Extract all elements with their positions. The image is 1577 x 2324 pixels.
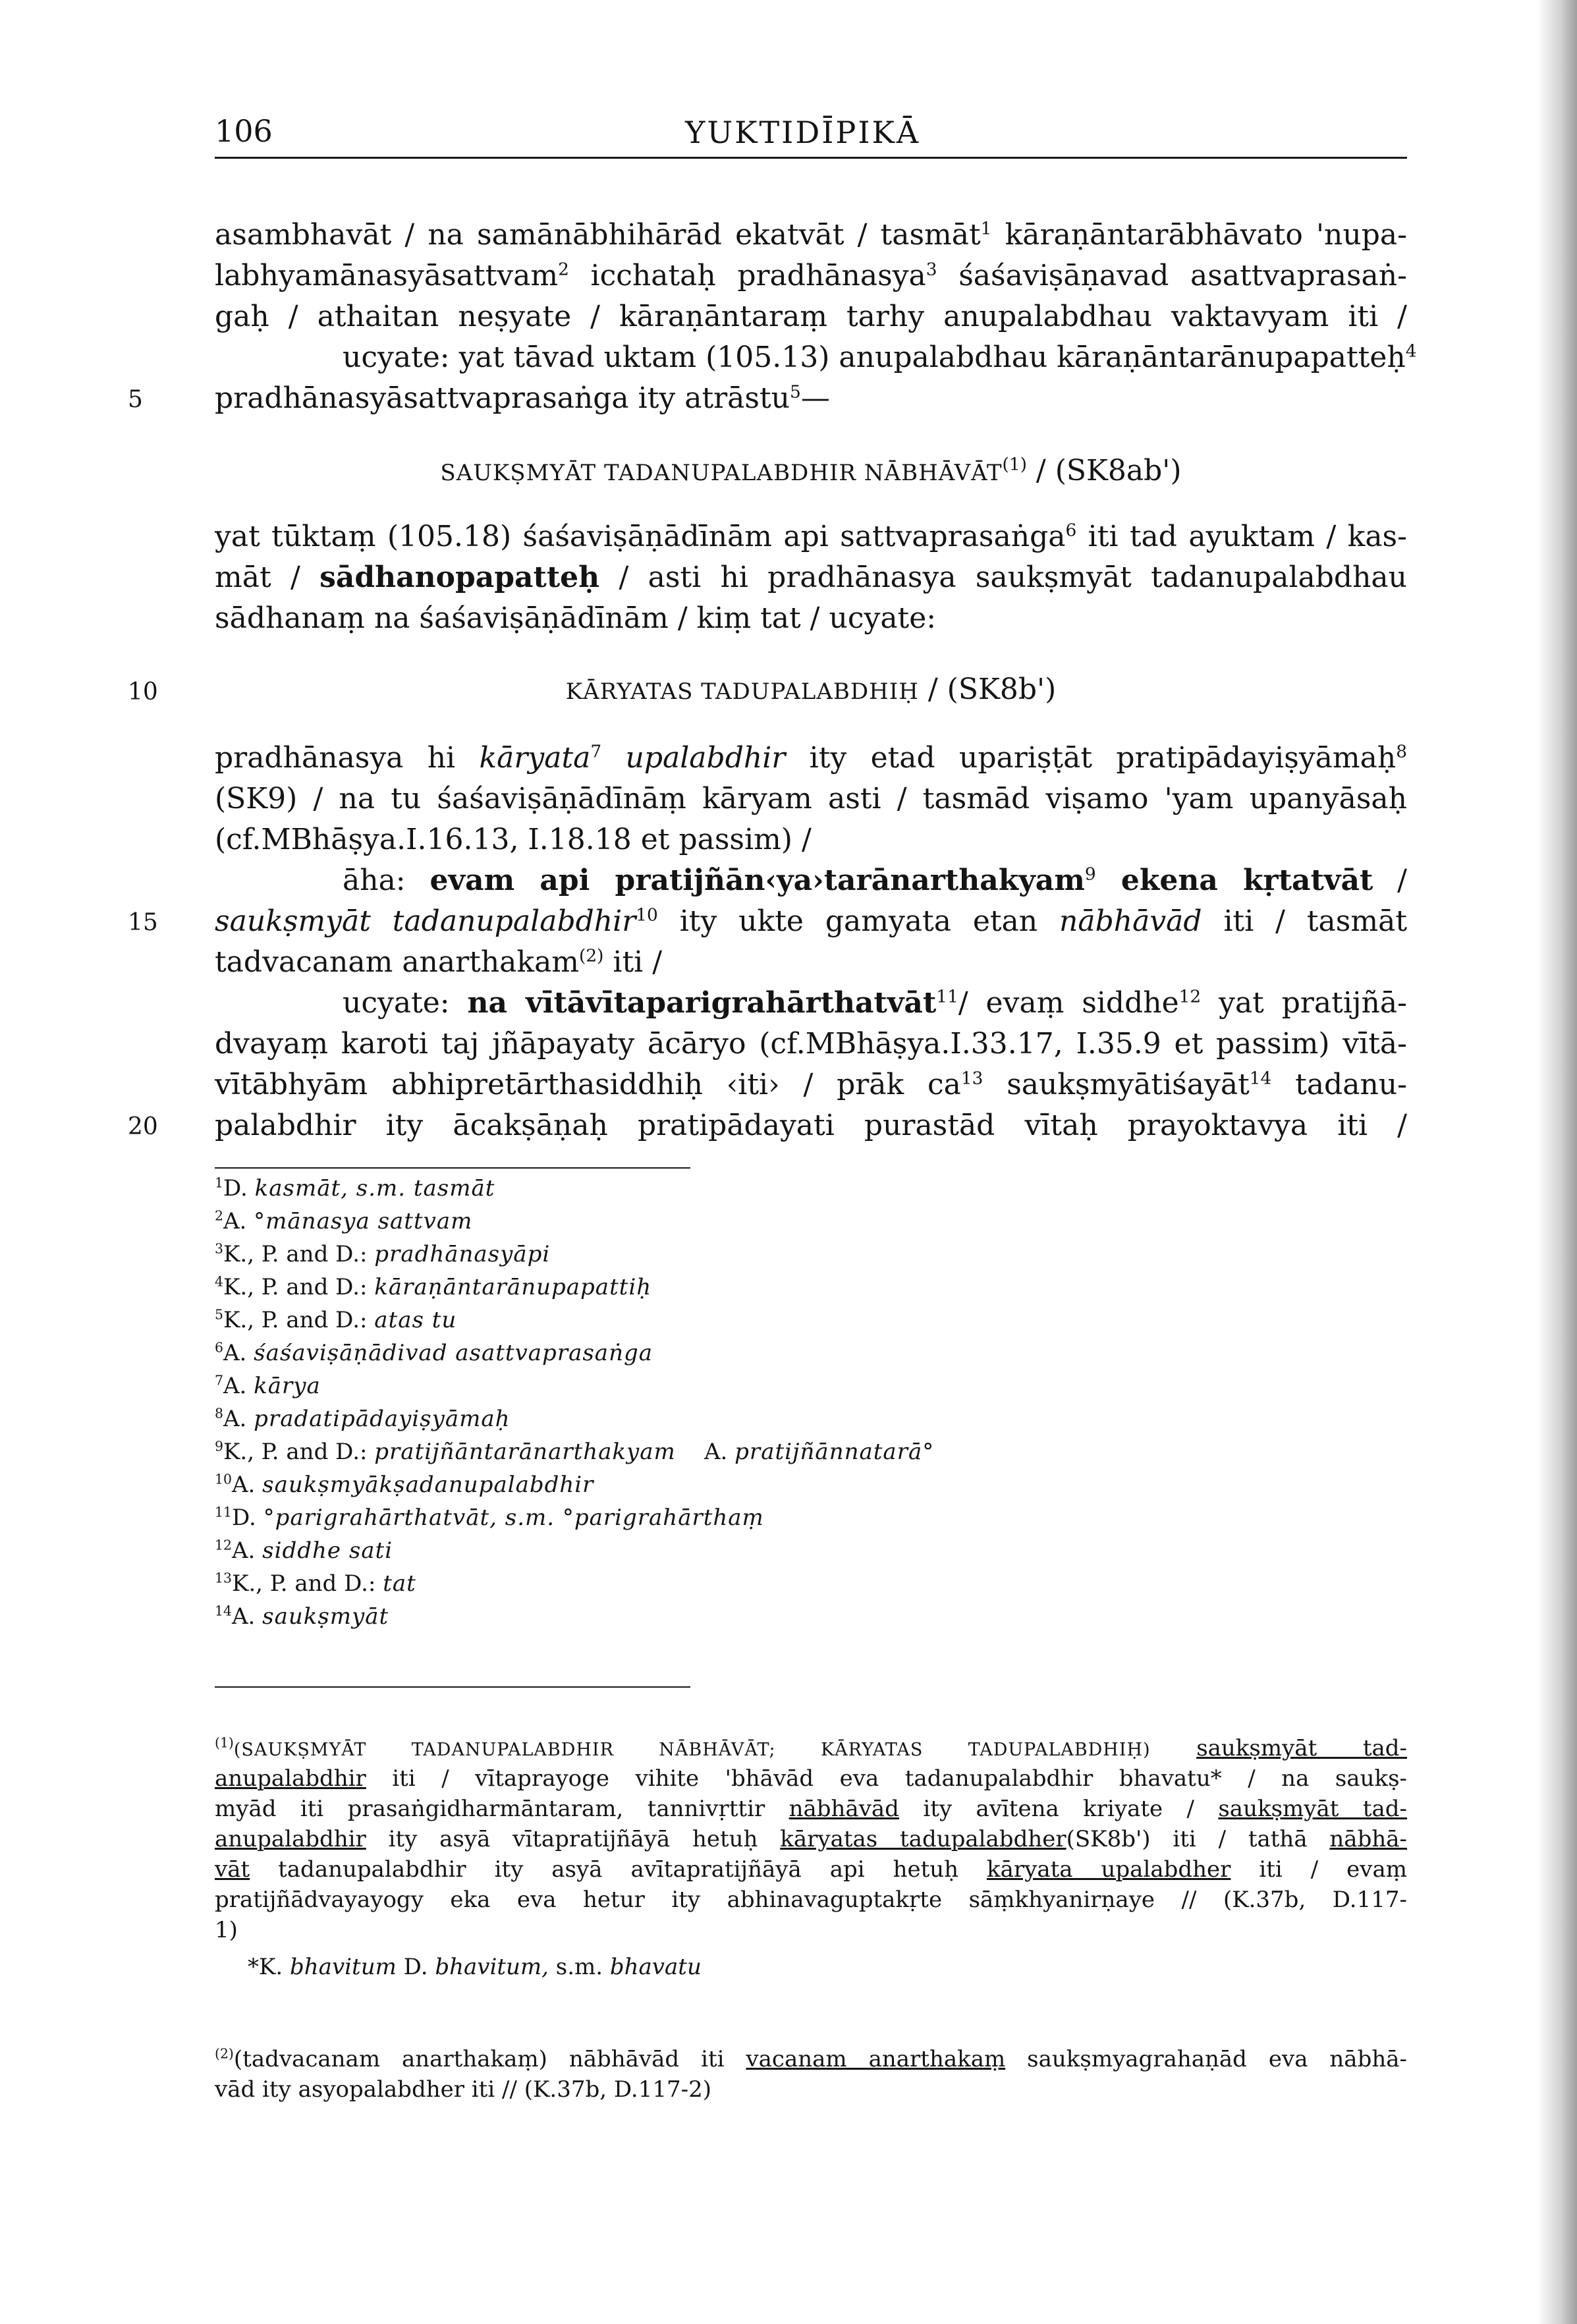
text-line: pradhānasya hi kāryata$^7$ upalabdhir ity etad upariṣṭāt pratipādayiṣyāmaḥ$^8$ xyxy=(215,741,1407,775)
text-line: palabdhir ity ācakṣāṇaḥ pratipādayati purastād vītaḥ prayoktavya iti / xyxy=(215,1109,1407,1142)
text-line: labhyamānasyāsattvam$^2$ icchataḥ pradhānasya$^3$ śaśaviṣāṇavad asattvaprasaṅ- xyxy=(215,259,1407,292)
footnote: $^{11}$D. °parigrahārthatvāt, s.m. °parigrahārthaṃ xyxy=(215,1504,764,1531)
text-line: tadvacanam anarthakam$^{(2)}$ iti / xyxy=(215,945,663,979)
text-line: asambhavāt / na samānābhihārād ekatvāt / tasmāt$^1$ kāraṇāntarābhāvato 'nupa- xyxy=(215,218,1407,252)
footnote: $^4$K., P. and D.: kāraṇāntarānupapattiḥ xyxy=(215,1273,652,1300)
footnote: $^7$A. kārya xyxy=(215,1372,321,1399)
footnote: $^6$A. śaśaviṣāṇādivad asattvaprasaṅga xyxy=(215,1339,653,1366)
note-line: pratijñādvayayogy eka eva hetur ity abhinavaguptakṛte sāṃkhyanirṇaye // (K.37b, D.117- xyxy=(215,1887,1407,1913)
text-line: sādhanaṃ na śaśaviṣāṇādīnām / kiṃ tat / ucyate: xyxy=(215,601,937,635)
text-line: vītābhyām abhipretārthasiddhiḥ ‹iti› / prāk $ca^{13}$ saukṣmyātiśayāt$^{14}$ tadanu- xyxy=(215,1068,1407,1101)
note-line: anupalabdhir iti / vītaprayoge vihite 'bhāvād eva tadanupalabdhir bhavatu* / na saukṣ- xyxy=(215,1765,1407,1792)
text-line: saukṣmyāt tadanupalabdhir$^{10}$ ity ukte gamyata etan nābhāvād iti / tasmāt xyxy=(215,904,1408,938)
footnote: $^{10}$A. saukṣmyākṣadanupalabdhir xyxy=(215,1471,594,1498)
footnote: $^{13}$K., P. and D.: tat xyxy=(215,1570,416,1597)
note-line: vāt tadanupalabdhir ity asyā avītapratijñāyā api hetuḥ kāryata upalabdher iti / evaṃ xyxy=(215,1856,1407,1883)
note-line: anupalabdhir ity asyā vītapratijñāyā hetuḥ kāryatas tadupalabdher(SK8b') iti / tathā nābhā- xyxy=(215,1826,1407,1852)
note-line: myād iti prasaṅgidharmāntaram, tannivṛttir nābhāvād ity avītena kriyate / saukṣmyāt tad- xyxy=(215,1796,1407,1822)
section-heading: KĀRYATAS TADUPALABDHIḤ / (SK8b') xyxy=(565,673,1057,706)
footnote: $^2$A. °mānasya sattvam xyxy=(215,1207,473,1234)
page-number: 106 xyxy=(215,113,273,149)
text-line: gaḥ / athaitan neṣyate / kāraṇāntaraṃ tarhy anupalabdhau vaktavyam iti / xyxy=(215,300,1407,333)
line-number: 5 xyxy=(128,386,143,413)
text-line: dvayaṃ karoti taj jñāpayaty ācāryo (cf.MBhāṣya.I.33.17, I.35.9 et passim) vītā- xyxy=(215,1027,1407,1061)
footnote: $^1$D. kasmāt, s.m. tasmāt xyxy=(215,1175,495,1202)
page-edge-shadow xyxy=(1537,0,1577,2324)
footnote: $^{14}$A. saukṣmyāt xyxy=(215,1603,389,1630)
line-number: 15 xyxy=(128,909,158,936)
footnote-rule xyxy=(215,1167,690,1169)
footnote: $^3$K., P. and D.: pradhānasyāpi xyxy=(215,1240,551,1267)
note-line: $^{(1)}$(SAUKṢMYĀT TADANUPALABDHIR NĀBHĀVĀT; KĀRYATAS TADUPALABDHIḤ) saukṣmyāt tad- xyxy=(215,1734,1408,1761)
notes-rule xyxy=(215,1686,690,1688)
running-title: YUKTIDĪPIKĀ xyxy=(685,115,921,150)
text-line: āha: evam api pratijñān‹ya›tarānarthakyam$^9$ ekena kṛtatvāt / xyxy=(343,864,1407,897)
text-line: ucyate: yat tāvad uktam (105.13) anupalabdhau kāraṇāntarānupapatteḥ$^4$ xyxy=(343,341,1417,374)
text-line: pradhānasyāsattvaprasaṅga ity atrāstu$^5$— xyxy=(215,381,830,415)
section-heading: SAUKṢMYĀT TADANUPALABDHIR NĀBHĀVĀT$^{(1)}$ / (SK8ab') xyxy=(440,454,1182,487)
text-line: māt / sādhanopapatteḥ / asti hi pradhānasya saukṣmyāt tadanupalabdhau xyxy=(215,561,1407,594)
footnote: $^5$K., P. and D.: atas tu xyxy=(215,1306,457,1333)
note-line: $^{(2)}$(tadvacanam anarthakaṃ) nābhāvād iti vacanam anarthakaṃ saukṣmyagrahaṇād eva nābhā- xyxy=(215,2045,1407,2072)
header-rule xyxy=(215,157,1407,159)
text-line: yat tūktaṃ (105.18) śaśaviṣāṇādīnām api sattvaprasaṅga$^6$ iti tad ayuktam / kas- xyxy=(215,520,1407,553)
line-number: 10 xyxy=(128,678,158,706)
footnote: $^8$A. pradatipādayiṣyāmaḥ xyxy=(215,1405,511,1432)
footnote: $^9$K., P. and D.: pratijñāntarānarthakyam A. pratijñānnatarā° xyxy=(215,1438,935,1465)
note-line: vād ity asyopalabdher iti // (K.37b, D.117-2) xyxy=(215,2076,711,2103)
line-number: 20 xyxy=(128,1113,158,1140)
note-variant: *K. bhavitum D. bhavitum, s.m. bhavatu xyxy=(248,1954,702,1980)
text-line: (cf.MBhāṣya.I.16.13, I.18.18 et passim) / xyxy=(215,823,812,856)
text-line: ucyate: na vītāvītaparigrahārthatvāt$^{11}$/ evaṃ siddhe$^{12}$ yat pratijñā- xyxy=(343,986,1407,1020)
footnote: $^{12}$A. siddhe sati xyxy=(215,1537,393,1564)
note-line: 1) xyxy=(215,1917,238,1943)
text-line: (SK9) / na tu śaśaviṣāṇādīnāṃ kāryam asti / tasmād viṣamo 'yam upanyāsaḥ xyxy=(215,782,1407,816)
